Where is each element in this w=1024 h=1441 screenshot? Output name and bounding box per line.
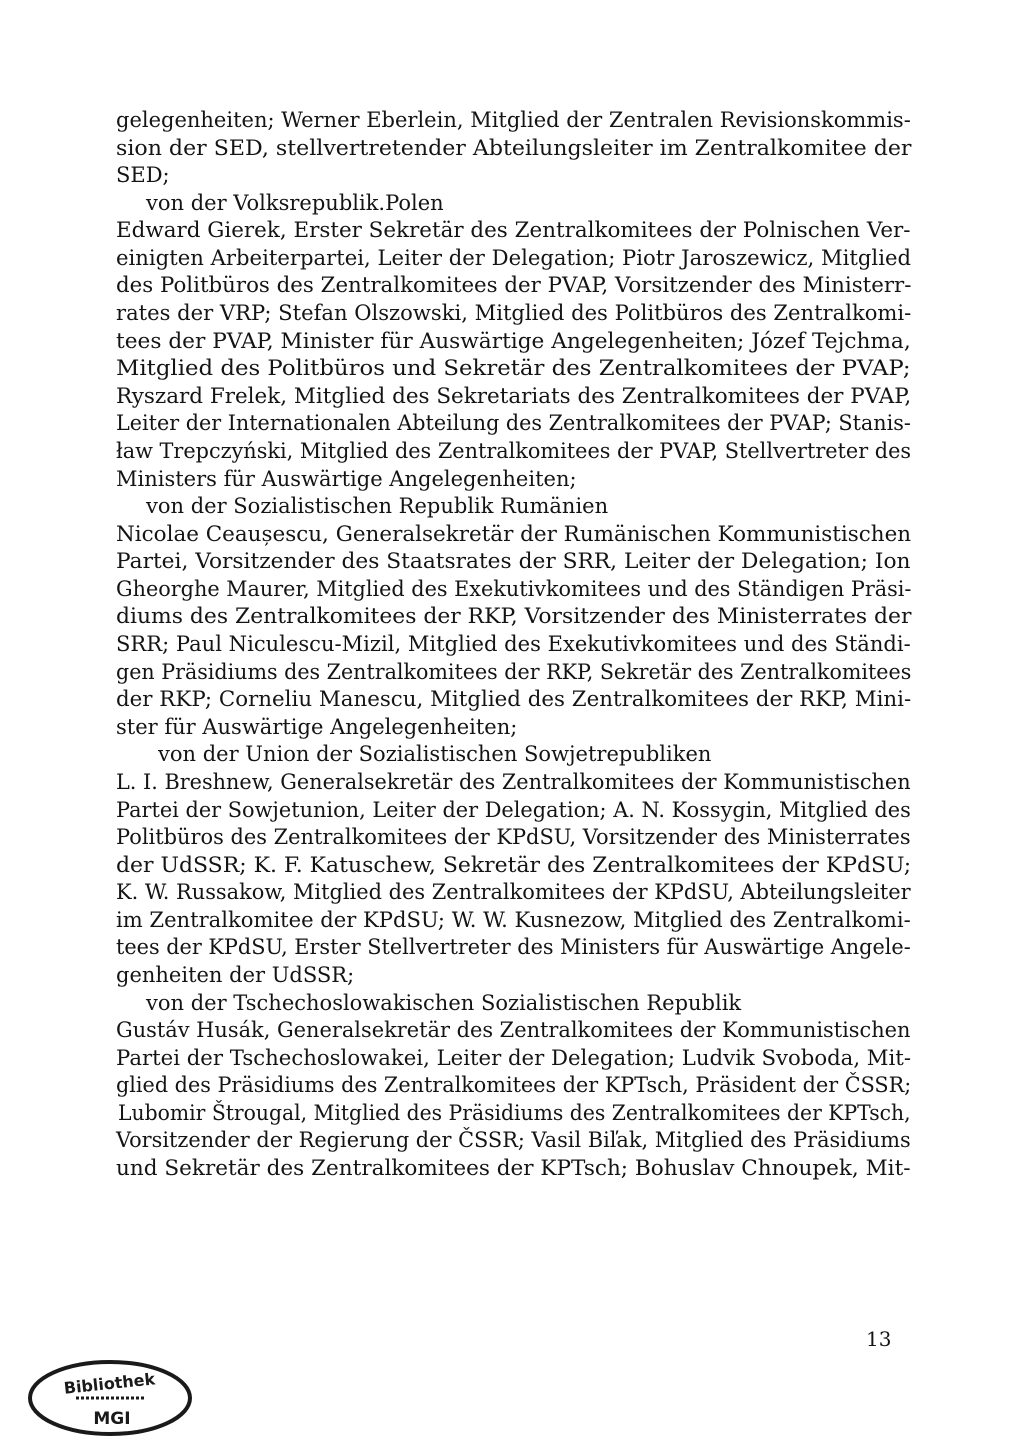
text-line: ster für Auswärtige Angelegenheiten; [116,715,518,739]
text-line: sion der SED, stellvertretender Abteilungsleiter im Zentralkomitee der [116,136,912,160]
text-line: Politbüros des Zentralkomitees der KPdSU, Vorsitzender des Ministerrates [116,825,911,849]
section-heading-poland: von der Volksrepublik.Polen [146,191,444,215]
text-line: Gustáv Husák, Generalsekretär des Zentralkomitees der Kommunistischen [116,1018,911,1042]
text-line: Mitglied des Politbüros und Sekretär des Zentralkomitees der PVAP; [116,356,911,380]
text-line: SED; [116,163,170,187]
text-line: L. I. Breshnew, Generalsekretär des Zentralkomitees der Kommunistischen [116,770,911,794]
text-line: einigten Arbeiterpartei, Leiter der Delegation; Piotr Jaroszewicz, Mitglied [116,246,912,270]
text-line: diums des Zentralkomitees der RKP, Vorsitzender des Ministerrates der [116,604,912,628]
text-line: rates der VRP; Stefan Olszowski, Mitglied des Politbüros des Zentralkomi- [116,301,912,325]
text-line: Partei der Sowjetunion, Leiter der Delegation; A. N. Kossygin, Mitglied des [116,798,911,822]
text-line: K. W. Russakow, Mitglied des Zentralkomitees der KPdSU, Abteilungsleiter [116,880,911,904]
section-heading-cssr: von der Tschechoslowakischen Sozialistischen Republik [146,991,742,1015]
library-stamp [26,1358,194,1438]
text-line: Gheorghe Maurer, Mitglied des Exekutivkomitees und des Ständigen Präsi- [116,577,912,601]
text-line: Partei der Tschechoslowakei, Leiter der Delegation; Ludvik Svoboda, Mit- [116,1046,912,1070]
text-line: tees der PVAP, Minister für Auswärtige Angelegenheiten; Józef Tejchma, [116,329,911,353]
text-line: gen Präsidiums des Zentralkomitees der RKP, Sekretär des Zentralkomitees [116,660,912,684]
text-line: SRR; Paul Niculescu-Mizil, Mitglied des Exekutivkomitees und des Ständi- [116,632,911,656]
text-line: Edward Gierek, Erster Sekretär des Zentralkomitees der Polnischen Ver- [116,218,911,242]
text-line: genheiten der UdSSR; [116,963,355,987]
text-line: ław Trepczyński, Mitglied des Zentralkomitees der PVAP, Stellvertreter des [116,439,912,463]
text-line: der UdSSR; K. F. Katuschew, Sekretär des Zentralkomitees der KPdSU; [116,853,912,877]
text-line: des Politbüros des Zentralkomitees der PVAP, Vorsitzender des Ministerr- [116,273,912,297]
text-line: der RKP; Corneliu Manescu, Mitglied des Zentralkomitees der RKP, Mini- [116,687,912,711]
text-line: tees der KPdSU, Erster Stellvertreter des Ministers für Auswärtige Angele- [116,935,911,959]
text-line: Lubomir Štrougal, Mitglied des Präsidiums des Zentralkomitees der KPTsch, [118,1101,911,1125]
page-number: 13 [866,1327,892,1351]
text-line: Leiter der Internationalen Abteilung des Zentralkomitees der PVAP; Stanis- [116,411,911,435]
text-line: Nicolae Ceaușescu, Generalsekretär der Rumänischen Kommunistischen [116,522,912,546]
text-line: Partei, Vorsitzender des Staatsrates der SRR, Leiter der Delegation; Ion [116,549,911,573]
text-line: glied des Präsidiums des Zentralkomitees der KPTsch, Präsident der ČSSR; [116,1073,912,1097]
text-line: gelegenheiten; Werner Eberlein, Mitglied der Zentralen Revisionskommis- [116,108,911,132]
section-heading-romania: von der Sozialistischen Republik Rumänien [146,494,609,518]
stamp-text-top: Bibliothek [62,1369,156,1398]
text-line: und Sekretär des Zentralkomitees der KPTsch; Bohuslav Chnoupek, Mit- [116,1156,911,1180]
text-line: Ministers für Auswärtige Angelegenheiten; [116,467,577,491]
stamp-text-bottom: MGI [93,1409,131,1429]
section-heading-ussr: von der Union der Sozialistischen Sowjetrepubliken [158,742,712,766]
text-line: Vorsitzender der Regierung der ČSSR; Vasil Biľak, Mitglied des Präsidiums [116,1128,911,1152]
text-line: Ryszard Frelek, Mitglied des Sekretariats des Zentralkomitees der PVAP, [116,384,912,408]
text-line: im Zentralkomitee der KPdSU; W. W. Kusnezow, Mitglied des Zentralkomi- [116,908,911,932]
